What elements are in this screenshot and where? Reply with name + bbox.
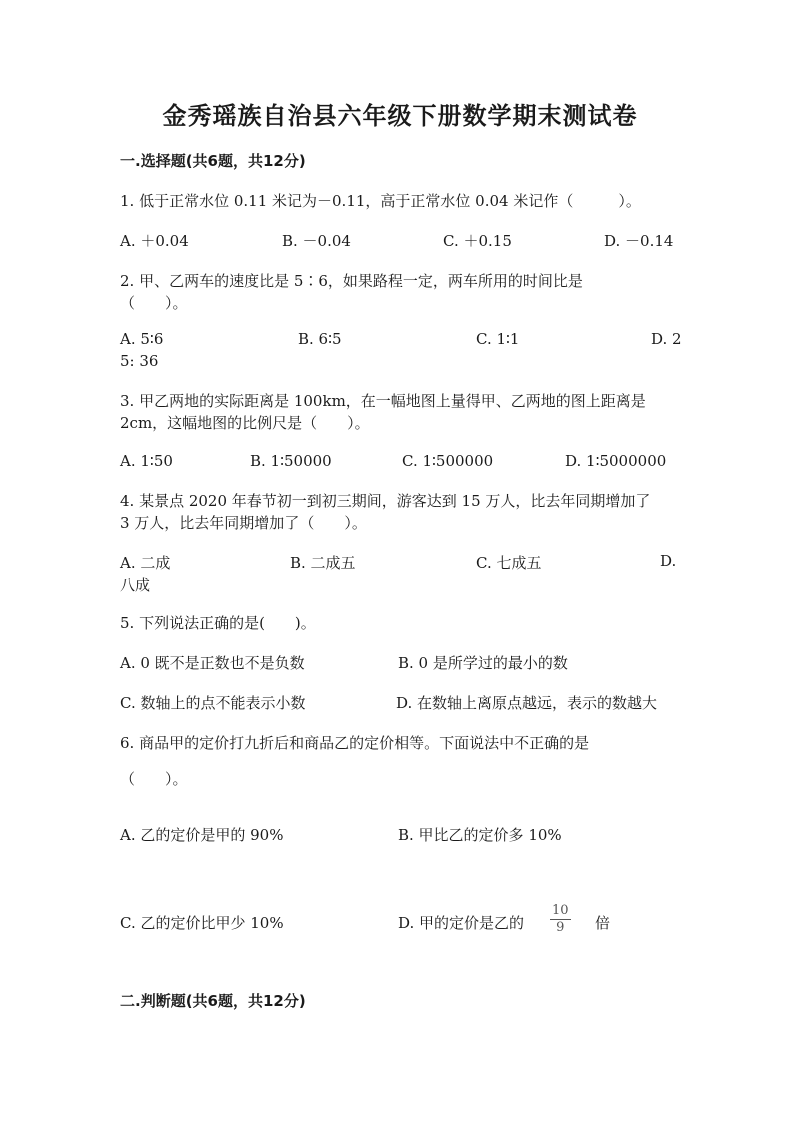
question-1-option-b: B. －0.04 <box>282 232 351 250</box>
question-2-option-d-wrap: 5: 36 <box>120 352 159 370</box>
question-5-option-c: C. 数轴上的点不能表示小数 <box>120 694 306 712</box>
question-5-option-a: A. 0 既不是正数也不是负数 <box>120 654 305 672</box>
question-6-option-d: D. 甲的定价是乙的 <box>398 914 525 932</box>
question-6-option-a: A. 乙的定价是甲的 90% <box>120 826 284 844</box>
question-1-option-c: C. ＋0.15 <box>443 232 512 250</box>
question-3-stem-line2: 2cm，这幅地图的比例尺是（ ）。 <box>120 414 370 432</box>
question-1-option-d: D. －0.14 <box>604 232 674 250</box>
section-heading-choice: 一.选择题(共6题，共12分) <box>120 152 306 170</box>
question-6-stem-line1: 6. 商品甲的定价打九折后和商品乙的定价相等。下面说法中不正确的是 <box>120 734 590 752</box>
question-5-option-b: B. 0 是所学过的最小的数 <box>398 654 568 672</box>
question-3-option-a: A. 1∶50 <box>120 452 173 470</box>
question-4-option-b: B. 二成五 <box>290 554 356 572</box>
question-1-option-a: A. ＋0.04 <box>120 232 189 250</box>
question-3-option-c: C. 1∶500000 <box>402 452 494 470</box>
question-4-option-d-wrap: 八成 <box>120 576 151 594</box>
question-3-option-d: D. 1∶5000000 <box>565 452 667 470</box>
question-2-option-a: A. 5∶6 <box>120 330 164 348</box>
question-6-option-b: B. 甲比乙的定价多 10% <box>398 826 562 844</box>
fraction-ten-ninths <box>550 904 571 935</box>
question-5-option-d: D. 在数轴上离原点越远，表示的数越大 <box>396 694 658 712</box>
question-4-stem-line1: 4. 某景点 2020 年春节初一到初三期间，游客达到 15 万人，比去年同期增加了 <box>120 492 651 510</box>
question-2-option-c: C. 1∶1 <box>476 330 520 348</box>
question-4-option-d: D. <box>660 552 677 570</box>
fraction-numerator: 10 <box>552 903 569 918</box>
question-2-option-b: B. 6∶5 <box>298 330 342 348</box>
question-4-option-c: C. 七成五 <box>476 554 542 572</box>
question-4-stem-line2: 3 万人，比去年同期增加了（ ）。 <box>120 514 367 532</box>
question-6-stem-line2: （ ）。 <box>120 770 188 788</box>
question-2-stem-line2: （ ）。 <box>120 294 188 312</box>
question-3-stem-line1: 3. 甲乙两地的实际距离是 100km，在一幅地图上量得甲、乙两地的图上距离是 <box>120 392 646 410</box>
question-1-stem: 1. 低于正常水位 0.11 米记为－0.11，高于正常水位 0.04 米记作（ ）。 <box>120 192 641 210</box>
question-4-option-a: A. 二成 <box>120 554 171 572</box>
section-heading-judgment: 二.判断题(共6题，共12分) <box>120 992 306 1010</box>
question-5-stem: 5. 下列说法正确的是( )。 <box>120 614 316 632</box>
question-6-option-c: C. 乙的定价比甲少 10% <box>120 914 284 932</box>
question-3-option-b: B. 1∶50000 <box>250 452 332 470</box>
page-title: 金秀瑶族自治县六年级下册数学期末测试卷 <box>162 101 638 130</box>
question-6-option-d-suffix: 倍 <box>595 914 611 932</box>
fraction-denominator: 9 <box>556 920 565 935</box>
question-2-stem-line1: 2. 甲、乙两车的速度比是 5∶6，如果路程一定，两车所用的时间比是 <box>120 272 583 290</box>
question-2-option-d: D. 2 <box>651 330 682 348</box>
